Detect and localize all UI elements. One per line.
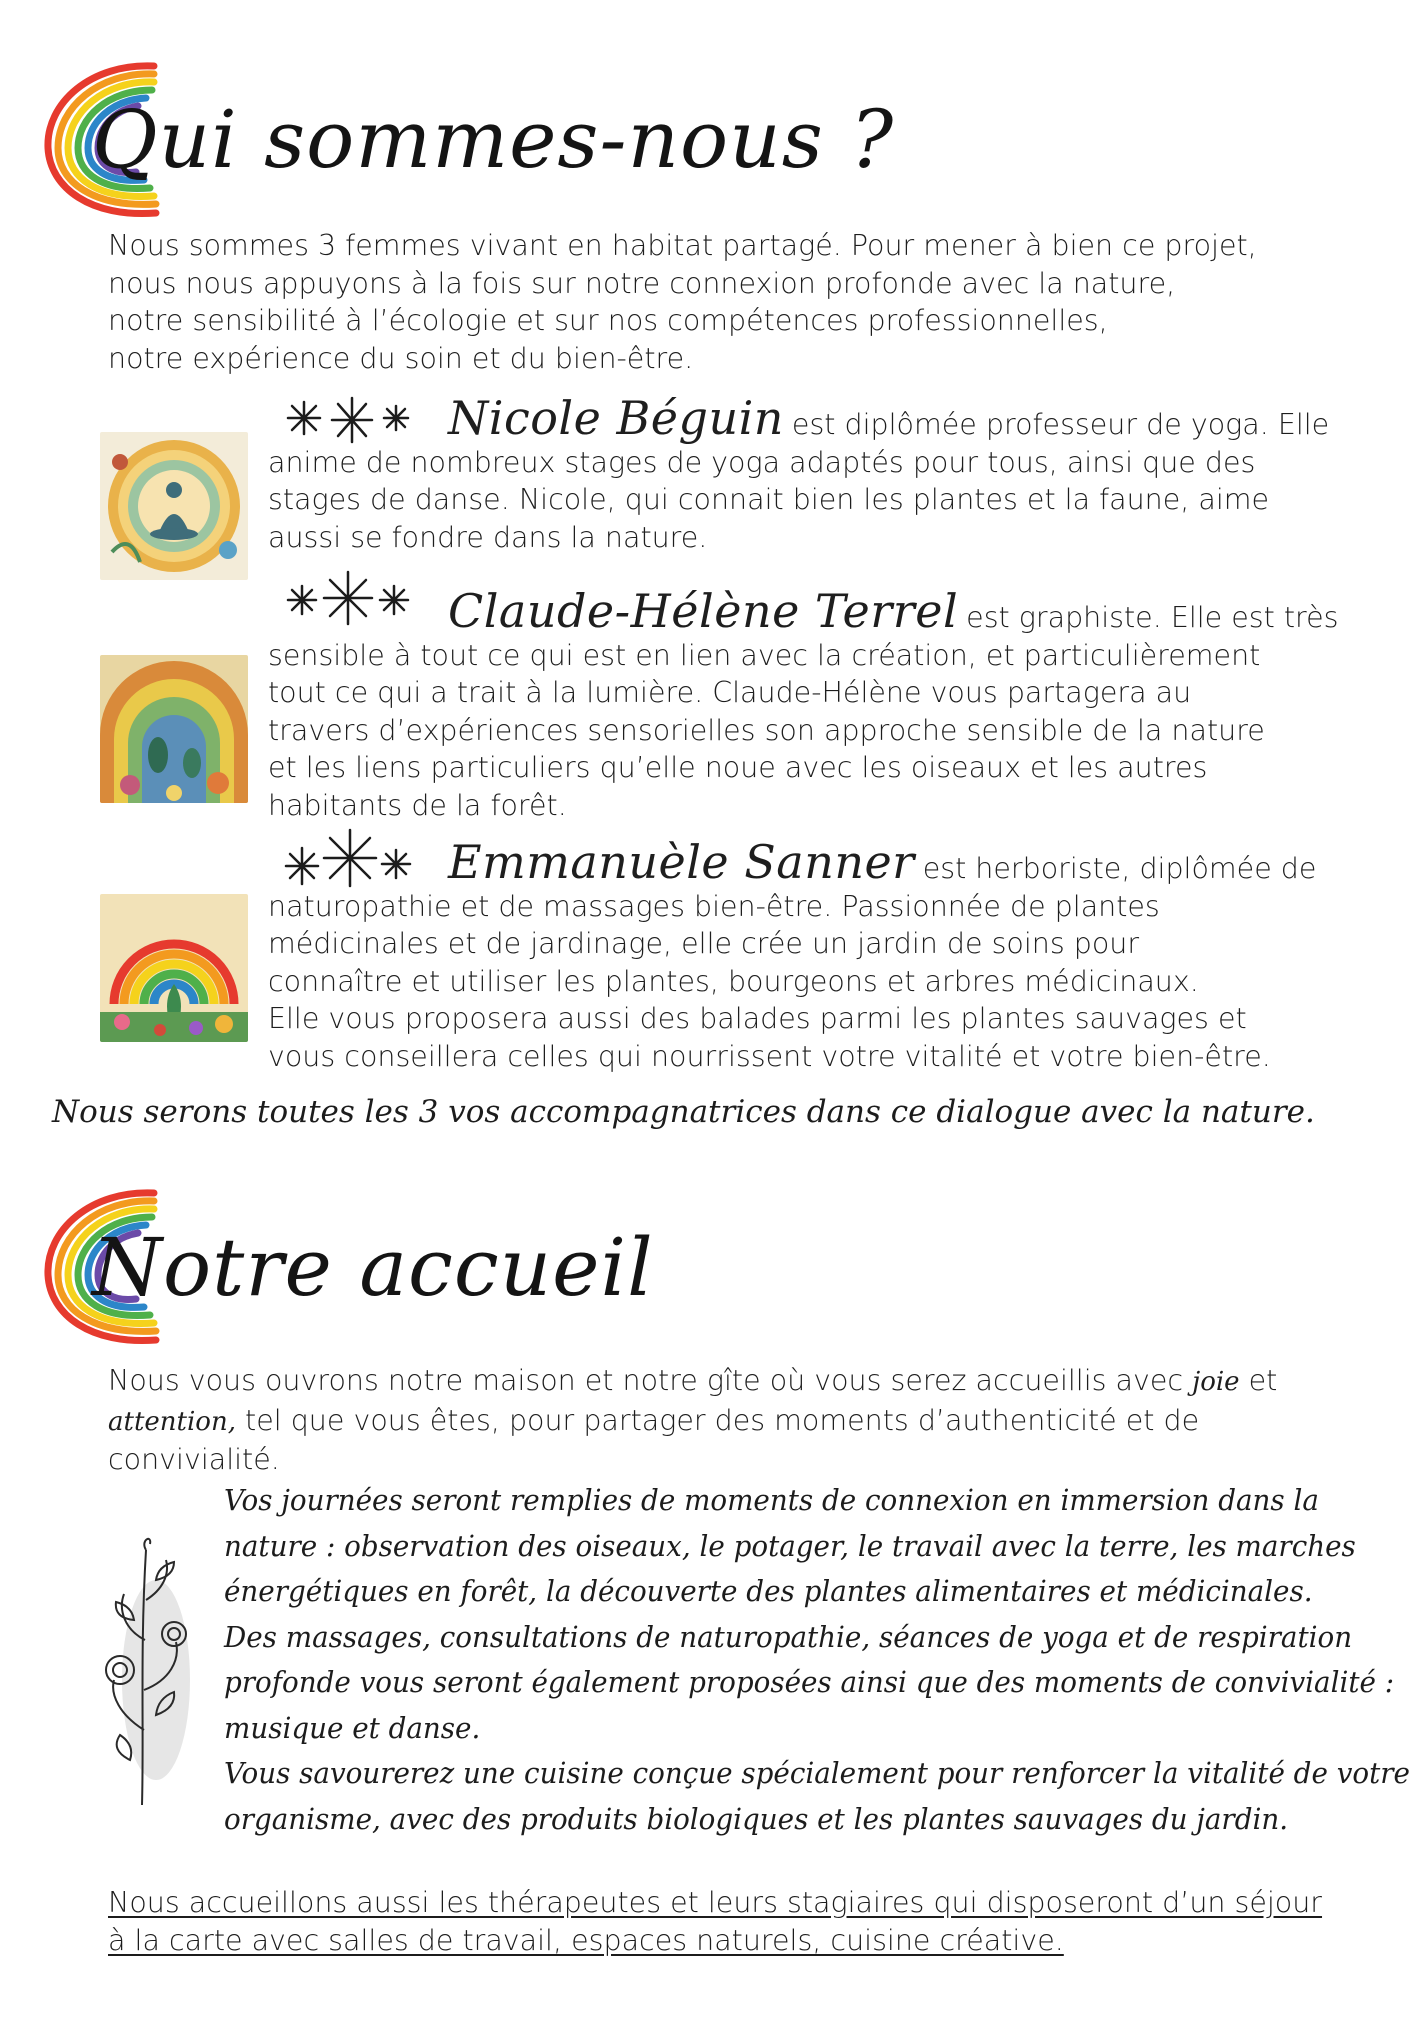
person-name: Claude-Hélène Terrel	[448, 584, 959, 638]
rainbow-garden-illustration	[100, 894, 248, 1042]
person-name: Emmanuèle Sanner	[448, 835, 915, 889]
word-attention: attention,	[108, 1406, 236, 1437]
word-joie: joie	[1192, 1367, 1240, 1397]
flower-sketch-icon	[90, 1530, 200, 1810]
birds-forest-illustration	[100, 655, 248, 803]
accueil-intro: Nous vous ouvrons notre maison et notre gîte où vous serez accueillis avec joie et attention, tel que vous êtes, pour partager des moments d’authenticité et de convivialité.	[108, 1364, 1278, 1476]
intro-paragraph: Nous sommes 3 femmes vivant en habitat partagé. Pour mener à bien ce projet, nous nous appuyons à la fois sur notre connexion profonde avec la nature, notre sensibilité à l’écologie et sur nos compétences professionnelles, notre expérience du soin et du bien-être.	[108, 229, 1257, 375]
section-title-qui-sommes-nous: Qui sommes-nous ?	[92, 93, 895, 186]
yoga-meditation-illustration	[100, 432, 248, 580]
closing-statement: Nous serons toutes les 3 vos accompagnatrices dans ce dialogue avec la nature.	[52, 1094, 1315, 1130]
section-title-notre-accueil: Notre accueil	[92, 1221, 654, 1314]
person-bio-nicole: Nicole Béguin est diplômée professeur de yoga. Elle anime de nombreux stages de yoga adaptés pour tous, ainsi que des stages de danse. Nicole, qui connait bien les plantes et la faune, aime aussi se fondre dans la nature.	[268, 391, 1330, 554]
therapists-note: Nous accueillons aussi les thérapeutes et leurs stagiaires qui disposeront d’un séjour à la carte avec salles de travail, espaces naturels, cuisine créative.	[108, 1886, 1323, 1957]
person-bio-claude-helene: Claude-Hélène Terrel est graphiste. Elle est très sensible à tout ce qui est en lien avec la création, et particulièrement tout ce qui a trait à la lumière. Claude-Hélène vous partagera au travers d’expériences sensorielles son approche sensible de la nature et les liens particuliers qu’elle noue avec les oiseaux et les autres habitants de la forêt.	[268, 584, 1339, 822]
person-name: Nicole Béguin	[448, 391, 784, 445]
person-bio-emmanuele: Emmanuèle Sanner est herboriste, diplômée de naturopathie et de massages bien-être. Passionnée de plantes médicinales et de jardinage, elle crée un jardin de soins pour connaître et utiliser les plantes, bourgeons et arbres médicinaux. Elle vous proposera aussi des balades parmi les plantes sauvages et vous conseillera celles qui nourrissent votre vitalité et votre bien-être.	[268, 835, 1317, 1073]
handwritten-description: Vos journées seront remplies de moments de connexion en immersion dans la nature : observation des oiseaux, le potager, le travail avec la terre, les marches énergétiques en forêt, la découverte des plantes alimentaires et médicinales. Des massages, consultations de naturopathie, séances de yoga et de respiration profonde vous seront également proposées ainsi que des moments de convivialité : musique et danse. Vous savourerez une cuisine conçue spécialement pour renforcer la vitalité de votre organisme, avec des produits biologiques et les plantes sauvages du jardin.	[224, 1483, 1410, 1836]
